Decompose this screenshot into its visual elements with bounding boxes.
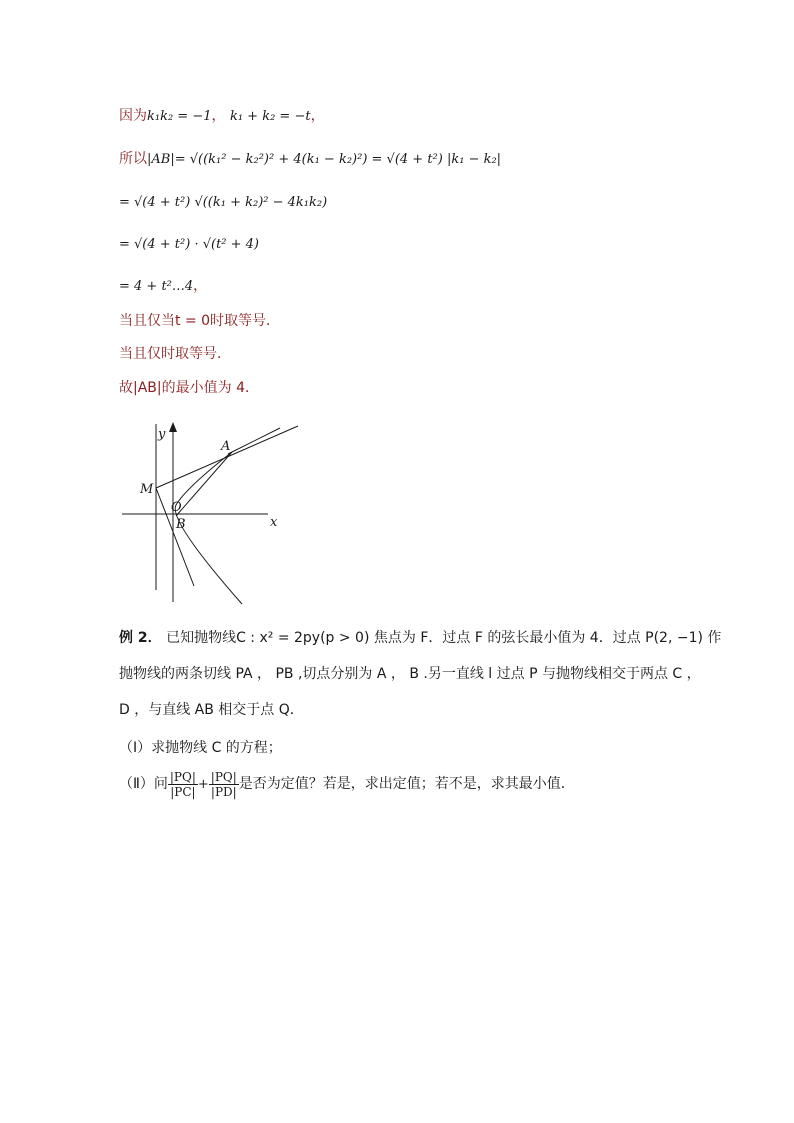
equation-ab-length: |AB|= √((k₁² − k₂²)² + 4(k₁ − k₂)²) = √(4 + t²) |k₁ − k₂|	[147, 152, 502, 167]
question-part-2: （Ⅱ）问 $\frac{|PQ|}{|PC|}$ + $\frac{|PQ|}{|PD|}$ 是否为定值？若是，求出定值；若不是，求其最小值．	[119, 769, 575, 799]
equation-step-4: = √(4 + t²) · √(t² + 4)	[119, 237, 260, 252]
tangent-line-upper	[228, 428, 280, 454]
question-part-1: （Ⅰ）求抛物线 C 的方程；	[119, 740, 282, 756]
fraction-2-denominator: |PD|	[210, 784, 237, 799]
proof-line-1: 因为k₁k₂ = −1， k₁ + k₂ = −t，	[119, 108, 325, 124]
parabola-figure	[118, 410, 308, 610]
equation-k1k2: k₁k₂ = −1	[147, 109, 212, 124]
proof-line-4	[119, 234, 259, 255]
equation-step-5: = 4 + t²…4	[119, 279, 194, 294]
part-2-prefix: （Ⅱ）问	[119, 776, 168, 792]
y-axis-arrow	[169, 422, 177, 432]
example-para-1-text: 已知抛物线C : x² = 2py(p > 0) 焦点为 F．过点 F 的弦长最小值为 4．过点 P(2, −1) 作	[166, 630, 722, 646]
label-y: y	[158, 427, 166, 442]
label-a: A	[221, 439, 231, 454]
chord-ab	[176, 452, 232, 516]
proof-line-6: 当且仅当t = 0时取等号．	[119, 313, 281, 329]
label-m: M	[140, 482, 154, 497]
equation-k1-plus-k2: k₁ + k₂ = −t	[229, 109, 311, 124]
fraction-pq-pd	[209, 770, 239, 799]
example-title: 例 2．	[119, 630, 162, 646]
proof-line-7: 当且仅时取等号．	[119, 346, 231, 362]
example-2-para-1	[119, 628, 721, 648]
label-x: x	[270, 515, 278, 530]
equation-step-3: = √(4 + t²) √((k₁ + k₂)² − 4k₁k₂)	[119, 195, 328, 210]
fraction-2-numerator: |PQ|	[210, 769, 237, 784]
example-2-para-2: 抛物线的两条切线 PA ， PB ,切点分别为 A ， B .另一直线 l 过点 P 与抛物线相交于两点 C ，	[119, 666, 701, 682]
fraction-1-denominator: |PC|	[170, 784, 196, 799]
proof-line-3	[119, 192, 327, 213]
proof-line-8: 故|AB|的最小值为 4．	[119, 380, 259, 396]
part-2-suffix: 是否为定值？若是，求出定值；若不是，求其最小值．	[238, 776, 575, 792]
fraction-1-numerator: |PQ|	[169, 769, 196, 784]
proof-line-2	[119, 149, 501, 170]
example-2-para-3: D ，与直线 AB 相交于点 Q．	[119, 702, 304, 718]
proof-line-5: = 4 + t²…4，	[119, 278, 208, 294]
fraction-pq-pc	[168, 770, 198, 799]
proof-line-1-text: 因为	[119, 108, 147, 124]
label-o: O	[171, 500, 182, 515]
label-b: B	[176, 517, 186, 532]
proof-line-2-text: 所以	[119, 151, 147, 167]
